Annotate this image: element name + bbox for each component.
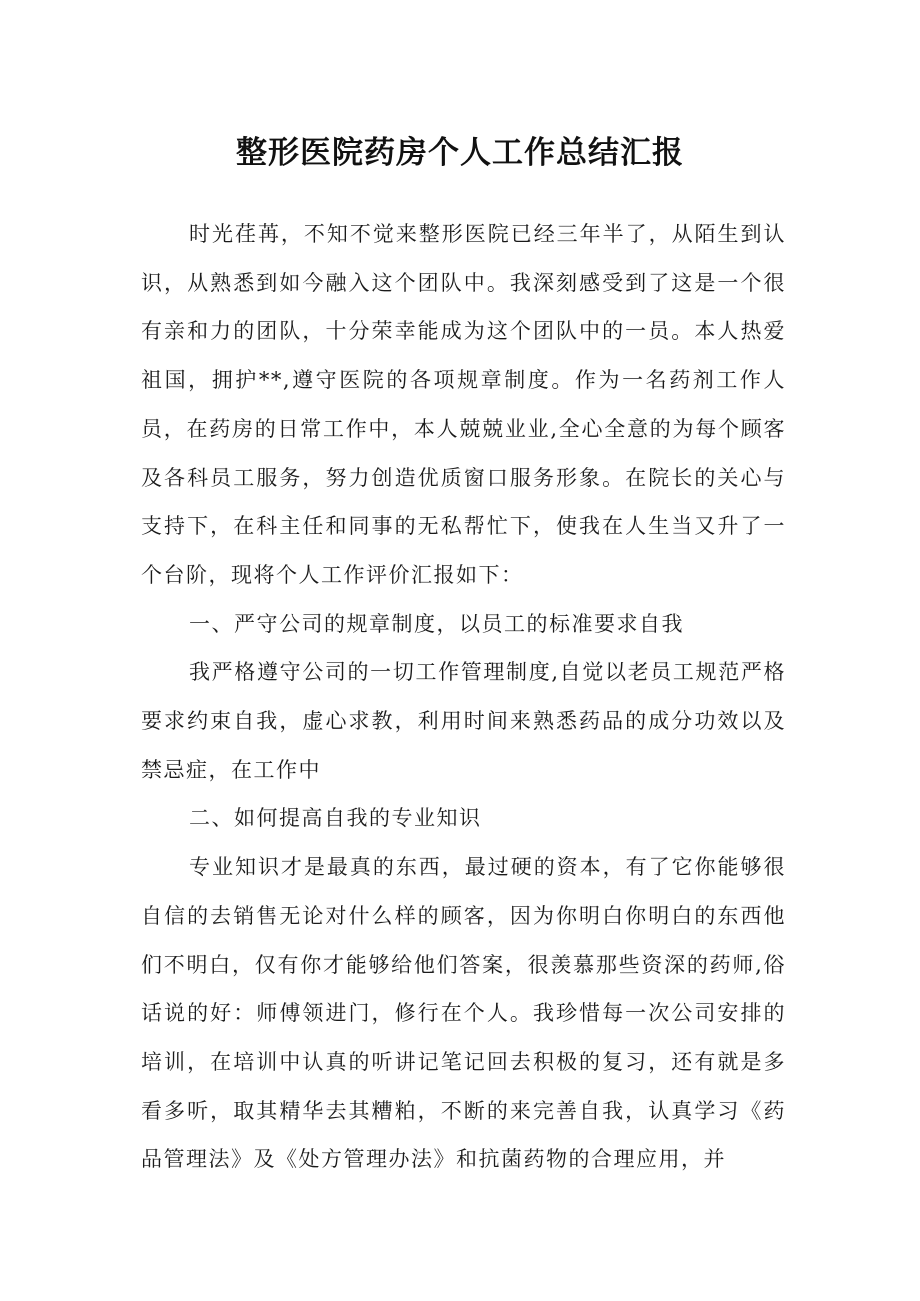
paragraph-section-2: 专业知识才是最真的东西，最过硬的资本，有了它你能够很自信的去销售无论对什么样的顾客，因为你明白你明白的东西他们不明白，仅有你才能够给他们答案，很羡慕那些资深的药师,俗话说的好：师傅领进门，修行在个人。我珍惜每一次公司安排的培训，在培训中认真的听讲记笔记回去积极的复习，还有就是多看多听，取其精华去其糟粕，不断的来完善自我，认真学习《药品管理法》及《处方管理办法》和抗菌药物的合理应用，并	[141, 855, 786, 1172]
paragraph-intro: 时光荏苒，不知不觉来整形医院已经三年半了，从陌生到认识，从熟悉到如今融入这个团队中。我深刻感受到了这是一个很有亲和力的团队，十分荣幸能成为这个团队中的一员。本人热爱祖国，拥护**,遵守医院的各项规章制度。作为一名药剂工作人员，在药房的日常工作中，本人兢兢业业,全心全意的为每个顾客及各科员工服务，努力创造优质窗口服务形象。在院长的关心与支持下，在科主任和同事的无私帮忙下，使我在人生当又升了一个台阶，现将个人工作评价汇报如下：	[141, 222, 786, 587]
paragraph-section-1: 我严格遵守公司的一切工作管理制度,自觉以老员工规范严格要求约束自我，虚心求教，利用时间来熟悉药品的成分功效以及禁忌症，在工作中	[141, 660, 786, 782]
document-title: 整形医院药房个人工作总结汇报	[236, 135, 684, 171]
section-heading-1: 一、严守公司的规章制度，以员工的标准要求自我	[189, 611, 684, 636]
section-heading-2: 二、如何提高自我的专业知识	[189, 806, 482, 831]
document-body	[141, 210, 786, 1184]
